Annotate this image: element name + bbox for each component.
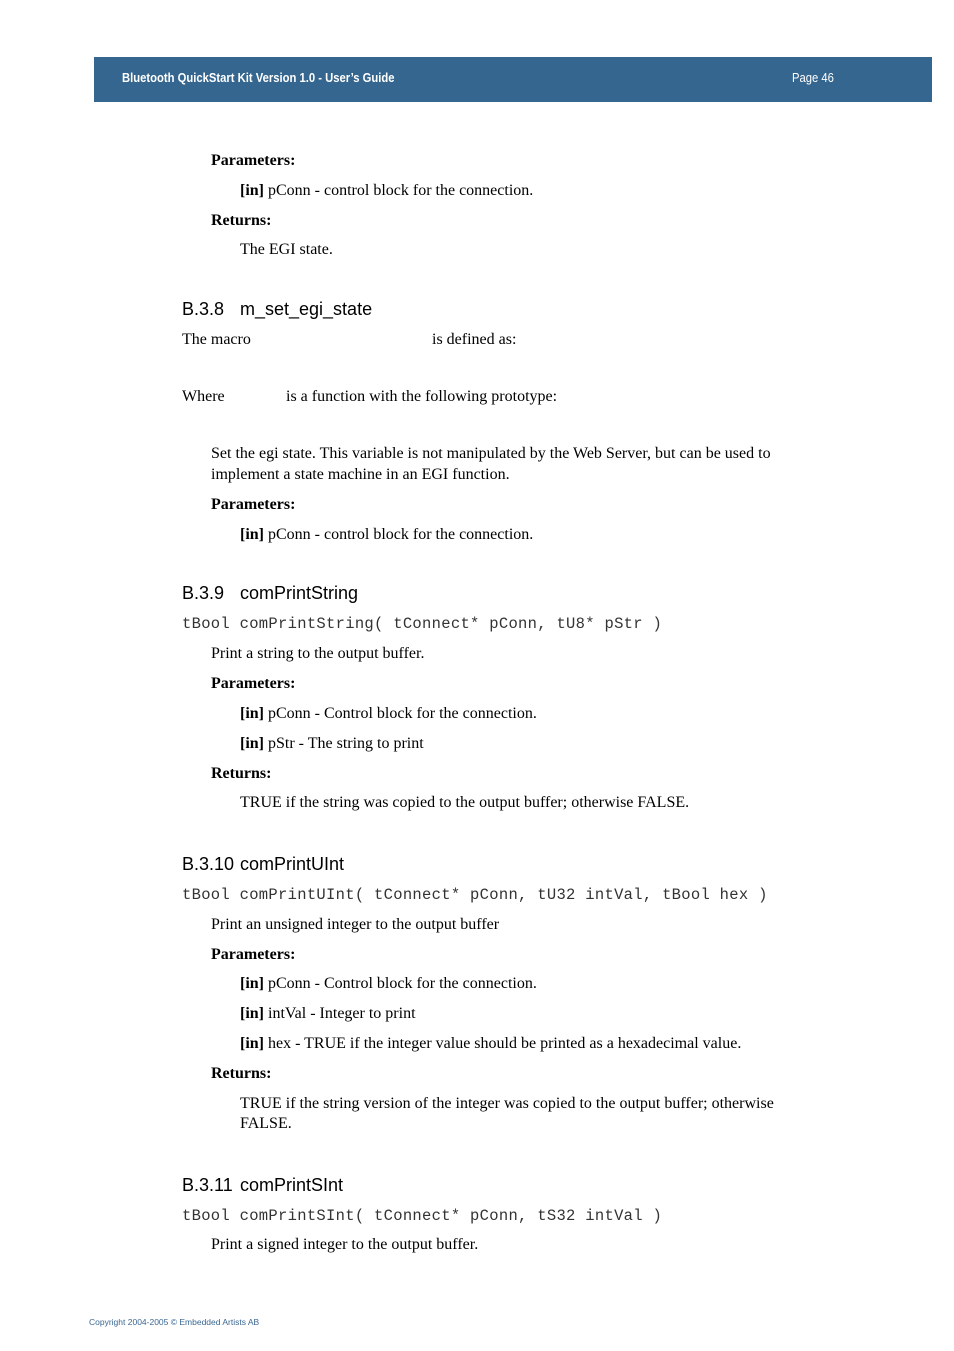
function-description: Print an unsigned integer to the output buffer: [211, 916, 500, 933]
parameters-label: Parameters:: [211, 675, 296, 692]
param-line: [in] pConn - Control block for the connection.: [240, 975, 537, 992]
section-heading-b38: B.3.8 m_set_egi_state: [182, 299, 373, 319]
returns-text: The EGI state.: [240, 241, 333, 258]
returns-text-line-1: TRUE if the string version of the integer was copied to the output buffer; otherwise: [240, 1095, 774, 1112]
param-line: [in] pConn - control block for the connection.: [240, 526, 534, 543]
function-description: Print a signed integer to the output buffer.: [211, 1236, 479, 1253]
macro-line-b: is defined as:: [432, 331, 517, 348]
macro-line-a: The macro: [182, 331, 251, 348]
returns-label: Returns:: [211, 765, 272, 782]
where-line-a: Where: [182, 388, 225, 405]
param-line: [in] pStr - The string to print: [240, 735, 424, 752]
function-prototype: tBool comPrintUInt( tConnect* pConn, tU32 intVal, tBool hex ): [182, 886, 768, 904]
section-heading-b310: B.3.10 comPrintUInt: [182, 854, 345, 874]
returns-text: TRUE if the string was copied to the output buffer; otherwise FALSE.: [240, 794, 690, 811]
document-title: Bluetooth QuickStart Kit Version 1.0 - User’s Guide: [122, 71, 395, 85]
returns-label: Returns:: [211, 1065, 272, 1082]
param-line: [in] intVal - Integer to print: [240, 1005, 416, 1022]
function-prototype: tBool comPrintString( tConnect* pConn, tU8* pStr ): [182, 615, 663, 633]
parameters-label: Parameters:: [211, 152, 296, 169]
section-heading-b39: B.3.9 comPrintString: [182, 583, 359, 603]
where-line-b: is a function with the following prototype:: [286, 388, 558, 405]
param-line: [in] hex - TRUE if the integer value should be printed as a hexadecimal value.: [240, 1035, 742, 1052]
param-line: [in] pConn - Control block for the connection.: [240, 705, 537, 722]
param-line: [in] pConn - control block for the connection.: [240, 182, 534, 199]
function-description: Print a string to the output buffer.: [211, 645, 425, 662]
returns-label: Returns:: [211, 212, 272, 229]
section-heading-b311: B.3.11 comPrintSInt: [182, 1175, 344, 1195]
parameters-label: Parameters:: [211, 946, 296, 963]
parameters-label: Parameters:: [211, 496, 296, 513]
description-line-1: Set the egi state. This variable is not manipulated by the Web Server, but can be used to: [211, 445, 771, 462]
footer-copyright: Copyright 2004-2005 © Embedded Artists AB: [89, 1317, 260, 1327]
returns-text-line-2: FALSE.: [240, 1115, 292, 1132]
function-prototype: tBool comPrintSInt( tConnect* pConn, tS32 intVal ): [182, 1207, 663, 1225]
description-line-2: implement a state machine in an EGI function.: [211, 466, 510, 483]
page-number: Page 46: [792, 71, 834, 85]
page-header: [94, 57, 932, 102]
